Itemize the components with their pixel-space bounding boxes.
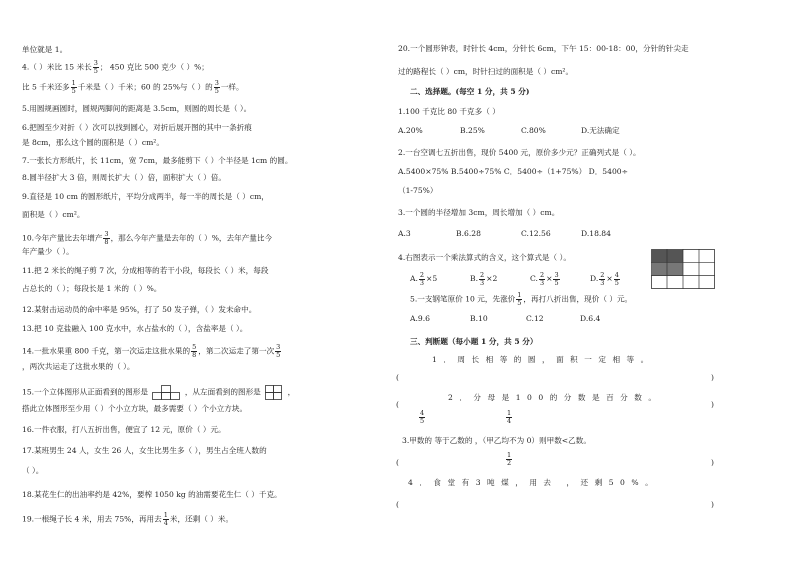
option-a: A. $\frac{2}{3}$ ×5 <box>410 270 438 287</box>
question-10-line-1: 10.今年产量比去年增产 $\frac{3}{8}$ ，那么今年产量是去年的（ ）%，去年产量比今 <box>22 230 273 246</box>
question-20-line-2: 过的路程长（ ）cm，时针扫过的面积是（ ）cm²。 <box>398 67 574 76</box>
question-9-line-1: 9.直径是 10 cm 的圆形纸片，平均分成两半，每一半的周长是（ ）cm， <box>22 192 269 201</box>
section-2-heading: 二、选择题。(每空 1 分，共 5 分) <box>410 87 530 96</box>
question-17-line-2: （ ）。 <box>22 466 44 475</box>
question-20-line-1: 20.一个圆形钟表，时针长 4cm，分针长 6cm，下午 15：00-18：00，分针的针尖走 <box>398 44 689 53</box>
judgement-1-right-paren: ) <box>711 373 714 382</box>
judgement-2: 2．分母是100的分数是百分数。 <box>448 393 663 402</box>
question-11-line-2: 占总长的（ ）；每段长是 1 米的（ ）%。 <box>22 284 162 293</box>
fraction: $\frac{5}{8}$ <box>192 343 197 359</box>
option-c: C. $\frac{2}{3}$ × $\frac{3}{5}$ <box>530 270 559 287</box>
fraction-1-4: $\frac{1}{4}$ <box>507 409 512 425</box>
choice-5: 5.一支钢笔原价 10 元，先涨价 $\frac{1}{5}$ ，再打八折出售，现价（ ）元。 <box>410 291 633 307</box>
question-4-line-1: 4.（ ）米比 15 米长 $\frac{3}{5}$ ； 450 克比 500 克少（ ）%； <box>22 59 209 75</box>
question-17-line-1: 17.某班男生 24 人，女生 26 人，女生比男生多（ ），男生占全班人数的 <box>22 446 267 455</box>
question-5: 5.用圆规画圆时，圆规两脚间的距离是 3.5cm，则圆的周长是（ ）。 <box>22 104 252 113</box>
fraction: $\frac{3}{5}$ <box>214 79 219 95</box>
judgement-4-right-paren: ) <box>711 500 714 509</box>
fraction: $\frac{3}{5}$ <box>276 343 281 359</box>
question-13: 13.把 10 克盐融入 100 克水中，水占盐水的（ ），含盐率是（ ）。 <box>22 324 248 333</box>
fraction: $\frac{3}{5}$ <box>93 59 98 75</box>
fraction: $\frac{1}{5}$ <box>517 291 522 307</box>
question-18: 18.某花生仁的出油率约是 42%，要榨 1050 kg 的油需要花生仁（ ）千克。 <box>22 490 282 499</box>
judgement-2-left-paren: ( <box>396 400 399 409</box>
choice-2-options: A.5400×75% B.5400÷75% C．5400÷（1+75%） D．5400÷ <box>398 167 628 176</box>
multiplication-grid-figure <box>651 249 715 289</box>
fraction: $\frac{1}{4}$ <box>163 511 168 527</box>
question-11-line-1: 11.把 2 米长的绳子剪 7 次，分成相等的若干小段，每段长（ ）米，每段 <box>22 266 269 275</box>
judgement-1: 1．周长相等的圆，面积一定相等。 <box>432 355 655 364</box>
question-14-line-1: 14.一批水果重 800 千克，第一次运走这批水果的 $\frac{5}{8}$ ，第二次运走了第一次 $\frac{3}{5}$ <box>22 343 281 359</box>
fraction: $\frac{1}{5}$ <box>71 79 76 95</box>
choice-1: 1.100 千克比 80 千克多（ ） <box>398 107 500 116</box>
option-b: B. $\frac{2}{3}$ ×2 <box>470 270 498 287</box>
question-14-line-2: ，两次共运走了这批水果的（ ）。 <box>22 362 135 371</box>
question-9-line-2: 面积是（ ）cm²。 <box>22 210 85 219</box>
question-16: 16.一件衣服，打八五折出售，便宜了 12 元，原价（ ）元。 <box>22 425 226 434</box>
judgement-2-right-paren: ) <box>711 400 714 409</box>
question-15-line-2: 搭此立体图形至少用（ ）个小立方块，最多需要（ ）个小立方块。 <box>22 404 248 413</box>
judgement-4: 4．食堂有3吨煤，用去 ，还剩50%。 <box>408 478 660 487</box>
fraction-1-2: $\frac{1}{2}$ <box>507 451 512 467</box>
choice-2: 2.一台空调七五折出售，现价 5400 元，原价多少元？正确列式是（ ）。 <box>398 148 641 157</box>
judgement-3-right-paren: ) <box>711 458 714 467</box>
option-d: D. $\frac{2}{3}$ × $\frac{4}{5}$ <box>590 270 619 287</box>
question-15-line-1: 15.一个立体图形从正面看到的图形是 ，从左面看到的图形是 ， <box>22 385 295 400</box>
judgement-1-left-paren: ( <box>396 373 399 382</box>
choice-4-options <box>410 271 650 287</box>
judgement-4-left-paren: ( <box>396 500 399 509</box>
question-7: 7.一张长方形纸片，长 11cm，宽 7cm，最多能剪下（ ）个半径是 1cm 的圆。 <box>22 156 293 165</box>
judgement-3-left-paren: ( <box>396 458 399 467</box>
question-6-line-1: 6.把圆至少对折（ ）次可以找到圆心，对折后展开图的其中一条折痕 <box>22 123 252 132</box>
question-4-line-2: 比 5 千米还多 $\frac{1}{5}$ 千米是（ ）千米；60 的 25%与（ ）的 $\frac{3}{5}$ 一样。 <box>22 79 244 95</box>
front-view-figure <box>152 385 180 400</box>
section-3-heading: 三、判断题（每小题 1 分，共 5 分） <box>410 337 538 346</box>
choice-2-options-cont: （1-75%） <box>398 186 438 195</box>
question-12: 12.某射击运动员的命中率是 95%，打了 50 发子弹，（ ）发未命中。 <box>22 305 257 314</box>
choice-3: 3.一个圆的半径增加 3cm，周长增加（ ）cm。 <box>398 208 560 217</box>
question-10-line-2: 年产量少（ ）。 <box>22 247 74 256</box>
question-6-line-2: 是 8cm，那么这个圆的面积是（ ）cm²。 <box>22 138 164 147</box>
fraction: $\frac{3}{8}$ <box>104 230 109 246</box>
left-view-figure <box>265 385 283 400</box>
fraction-4-5: $\frac{4}{5}$ <box>420 409 425 425</box>
question-19: 19.一根绳子长 4 米，用去 75%，再用去 $\frac{1}{4}$ 米，还剩（ ）米。 <box>22 511 234 527</box>
intro-line: 单位就是 1。 <box>22 45 68 54</box>
question-8: 8.圆半径扩大 3 倍，则周长扩大（ ）倍，面积扩大（ ）倍。 <box>22 173 226 182</box>
choice-4: 4.右图表示一个乘法算式的含义，这个算式是（ ）。 <box>398 253 571 262</box>
judgement-3: 3.甲数的 等于乙数的 ，（甲乙均不为 0）则甲数<乙数。 <box>402 436 591 445</box>
